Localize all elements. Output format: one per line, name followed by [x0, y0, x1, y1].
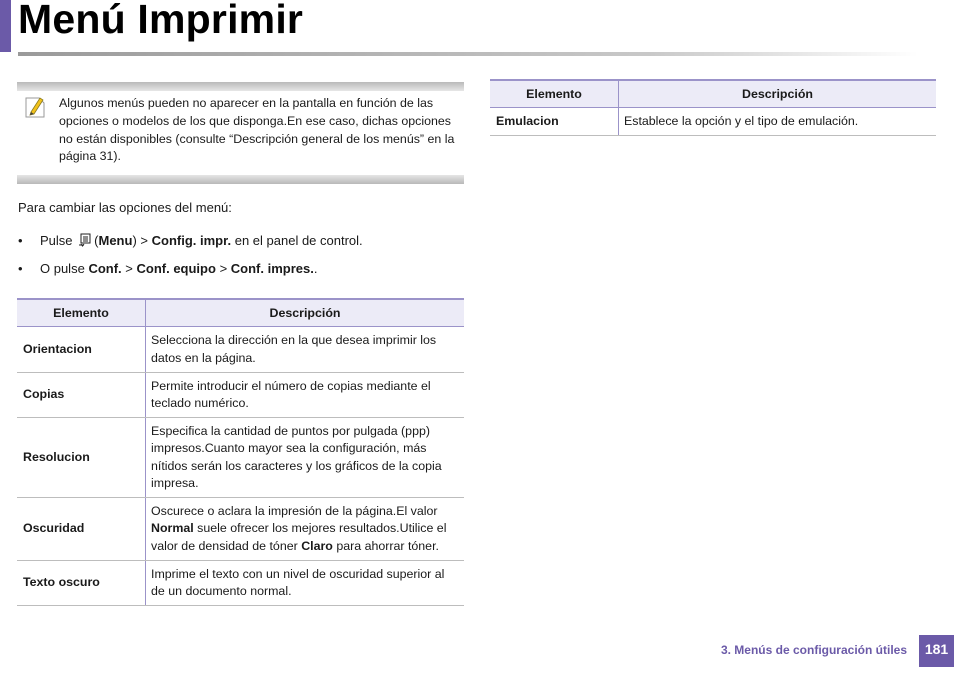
table-row — [17, 561, 464, 606]
element-cell: Orientacion — [17, 327, 146, 373]
description-cell: Especifica la cantidad de puntos por pulgada (ppp) impresos.Cuanto mayor sea la configuración, más nítidos serán los caracteres y los gráficos de la copia impresa. — [146, 418, 465, 498]
note-pencil-icon — [23, 94, 49, 120]
page-title: Menú Imprimir — [18, 0, 304, 42]
description-cell: Permite introducir el número de copias mediante el teclado numérico. — [146, 373, 465, 418]
table-header-row — [17, 299, 464, 327]
conf-equipo-label: Conf. equipo — [136, 261, 216, 276]
column-header-description: Descripción — [619, 80, 937, 108]
element-cell: Emulacion — [490, 108, 619, 136]
path-separator: > — [219, 261, 228, 276]
claro-value: Claro — [301, 538, 333, 553]
menu-icon — [78, 233, 92, 248]
note-text: Algunos menús pueden no aparecer en la pantalla en función de las opciones o modelos de los que disponga.En ese caso, dichas opciones no están disponibles (consulte “Descripción general de los menús” en la página 31). — [59, 96, 455, 164]
page-number: 181 — [919, 635, 954, 667]
emulation-table — [490, 79, 936, 136]
print-options-table — [17, 298, 464, 606]
bullet-text: . — [313, 261, 318, 276]
table-row — [17, 373, 464, 418]
menu-label: Menu — [98, 233, 133, 248]
title-divider — [18, 52, 918, 56]
config-label: Config. impr. — [151, 233, 232, 248]
element-cell: Copias — [17, 373, 146, 418]
note-box — [17, 82, 464, 184]
title-accent-bar — [0, 0, 11, 52]
description-text: para ahorrar tóner. — [336, 538, 439, 553]
description-text: Oscurece o aclara la impresión de la página.El valor — [151, 503, 438, 518]
column-header-element: Elemento — [17, 299, 146, 327]
note-top-border — [17, 82, 464, 91]
footer-chapter: 3. Menús de configuración útiles — [720, 643, 907, 657]
description-cell — [146, 498, 465, 561]
element-cell: Texto oscuro — [17, 561, 146, 606]
bullet-item-1 — [18, 233, 363, 248]
normal-value: Normal — [151, 521, 194, 536]
note-bottom-border — [17, 175, 464, 184]
path-separator: > — [140, 233, 149, 248]
column-header-description: Descripción — [146, 299, 465, 327]
description-cell: Establece la opción y el tipo de emulación. — [619, 108, 937, 136]
table-row — [17, 327, 464, 373]
table-header-row — [490, 80, 936, 108]
element-cell: Resolucion — [17, 418, 146, 498]
bullet-text: ( — [94, 233, 99, 248]
description-cell: Selecciona la dirección en la que desea imprimir los datos en la página. — [146, 327, 465, 373]
description-text: suele ofrecer los mejores resultados.Utilice el valor de densidad de tóner — [151, 521, 447, 553]
path-separator: > — [125, 261, 133, 276]
conf-impres-label: Conf. impres. — [230, 261, 314, 276]
table-row — [490, 108, 936, 136]
bullet-dot: • — [18, 233, 23, 248]
conf-label: Conf. — [88, 261, 122, 276]
table-row — [17, 498, 464, 561]
bullet-dot: • — [18, 261, 23, 276]
bullet-text: ) — [132, 233, 137, 248]
element-cell: Oscuridad — [17, 498, 146, 561]
table-row — [17, 418, 464, 498]
intro-text: Para cambiar las opciones del menú: — [18, 200, 232, 215]
bullet-text: en el panel de control. — [234, 233, 363, 248]
bullet-text: Pulse — [40, 233, 73, 248]
bullet-item-2 — [18, 261, 317, 276]
column-header-element: Elemento — [490, 80, 619, 108]
description-cell: Imprime el texto con un nivel de oscuridad superior al de un documento normal. — [146, 561, 465, 606]
bullet-text: O pulse — [40, 261, 85, 276]
